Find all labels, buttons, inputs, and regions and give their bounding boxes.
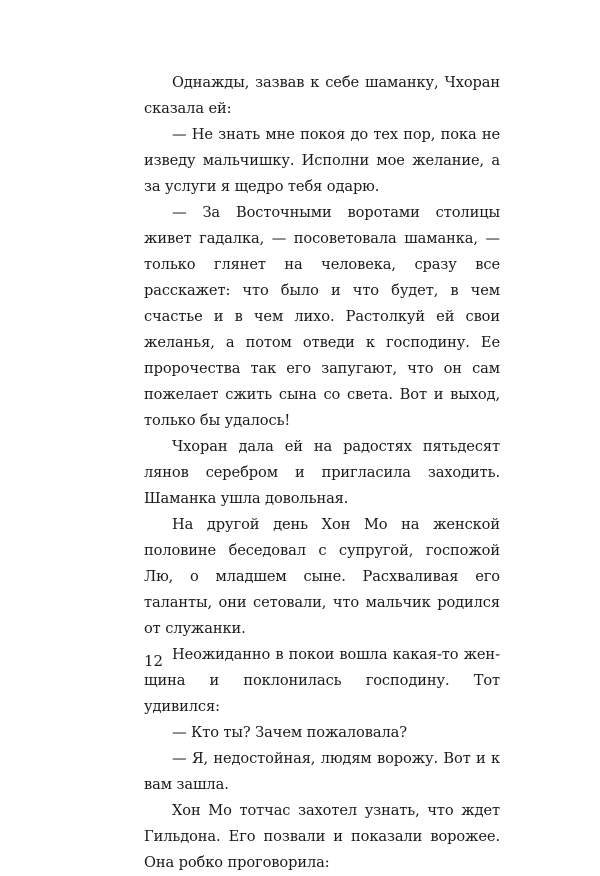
page-body-text: [144, 70, 500, 876]
paragraph: — За Восточными воротами столицы живет гадалка, — посоветовала шаманка, — только глянет на человека, сразу все расскажет: что было и что будет, в чем счастье и в чем лихо. Растолкуй ей свои желанья, а потом отведи к господину. Ее пророчества так его запугают, что он сам пожелает сжить сына со света. Вот и выход, только бы удалось!: [144, 204, 500, 429]
paragraph: — Кто ты? Зачем пожаловала?: [172, 724, 407, 741]
paragraph: — Не знать мне покоя до тех пор, пока не изведу мальчишку. Исполни мое желание, а за услуги я щедро тебя одарю.: [144, 126, 500, 195]
paragraph: Однажды, зазвав к себе шаманку, Чхоран сказала ей:: [144, 74, 500, 117]
paragraph: На другой день Хон Мо на женской половине беседовал с супругой, госпожой Лю, о младшем сыне. Расхваливая его таланты, они сетовали, что мальчик родился от служанки.: [144, 516, 500, 637]
paragraph: Хон Мо тотчас захотел узнать, что ждет Гильдона. Его позвали и показали ворожее. Она робко проговорила:: [144, 802, 500, 871]
paragraph: — Я, недостойная, людям ворожу. Вот и к вам зашла.: [144, 750, 500, 793]
paragraph: Чхоран дала ей на радостях пятьдесят лянов серебром и пригласила заходить. Шаманка ушла довольная.: [144, 438, 500, 507]
paragraph: Неожиданно в покои вошла какая-то женщина и поклонилась господину. Тот удивился:: [144, 646, 500, 715]
page-number: 12: [144, 652, 164, 670]
